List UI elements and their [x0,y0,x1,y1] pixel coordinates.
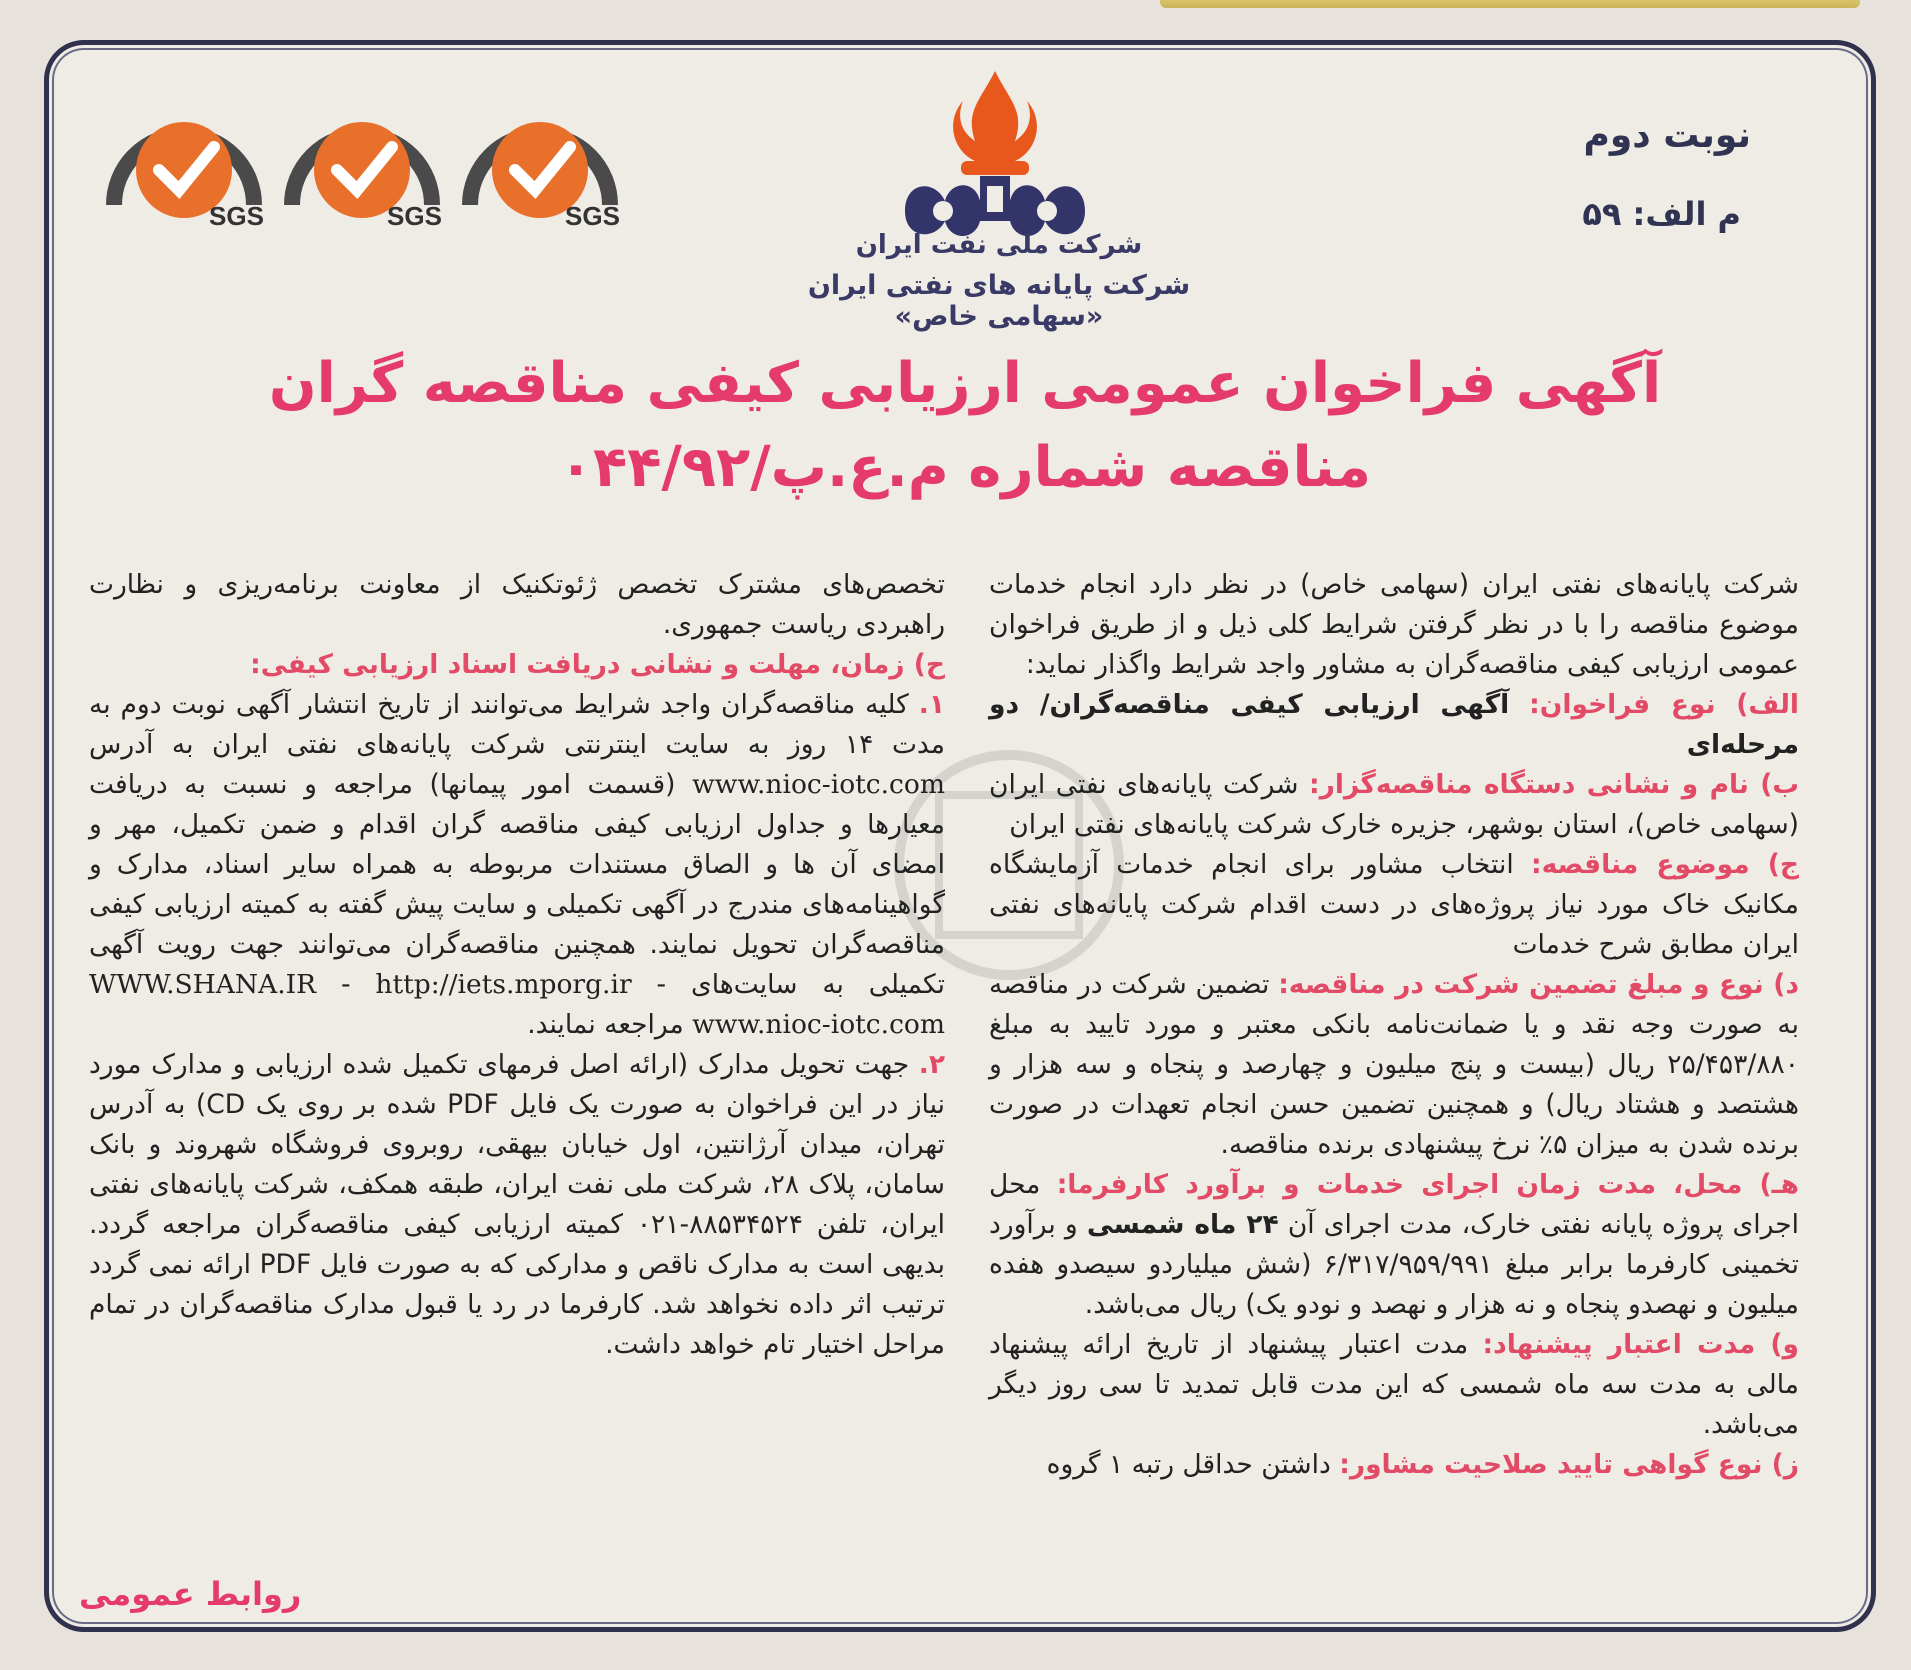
iets-mporg-link[interactable]: http://iets.mporg.ir [375,969,632,1000]
notice-title [49,345,1881,513]
right-column [989,565,1799,1485]
section-b-label: ب) نام و نشانی دستگاه مناقصه‌گزار: [1309,769,1799,800]
notice-frame [44,40,1876,1632]
sgs-text: SGS [387,201,442,231]
section-a-label: الف) نوع فراخوان: [1529,689,1799,720]
item-2-number: ۲. [918,1049,945,1080]
section-h-item-2 [89,1045,945,1365]
section-f-text: مدت اعتبار پیشنهاد از تاریخ ارائه پیشنهاد مالی به مدت سه ماه شمسی که این مدت قابل تمدید تا سی روز دیگر می‌باشد. [989,1329,1799,1440]
certificate-badges [99,75,639,235]
section-e-text-1: محل اجرای پروژه پایانه نفتی خارک، مدت اجرای آن [989,1169,1799,1240]
public-relations-signature: روابط عمومی [79,1575,302,1613]
section-d-text: تضمین شرکت در مناقصه به صورت وجه نقد و یا ضمانت‌نامه بانکی معتبر و مورد تایید به مبلغ ۲۵/۴۵۳/۸۸۰ ریال (بیست و پنج میلیون و چهارصد و پنجاه و سه هزار و هشتصد و هشتاد ریال) و همچنین تضمین حسن انجام تعهدات در صورت برنده شدن به میزان ۵٪ نرخ پیشنهادی برنده مناقصه. [989,969,1799,1160]
section-b-text: شرکت پایانه‌های نفتی ایران (سهامی خاص)، استان بوشهر، جزیره خارک شرکت پایانه‌های نفتی ایران [989,769,1799,840]
intro-paragraph: شرکت پایانه‌های نفتی ایران (سهامی خاص) در نظر دارد انجام خدمات موضوع مناقصه را با در نظر گرفتن شرایط کلی ذیل و از طریق فراخوان عمومی ارزیابی کیفی مناقصه‌گران به مشاور واجد شرایط واگذار نماید: [989,569,1799,680]
sgs-certificate-icon [99,75,269,235]
section-g-continued: تخصص‌های مشترک تخصص ژئوتکنیک از معاونت برنامه‌ریزی و نظارت راهبردی ریاست جمهوری. [89,569,945,640]
nioc-iotc-link[interactable]: www.nioc-iotc.com [692,769,945,800]
item-2-text: جهت تحویل مدارک (ارائه اصل فرمهای تکمیل شده ارزیابی و مدارک مورد نیاز در این فراخوان به صورت یک فایل PDF شده بر روی یک CD) به آدرس تهران، میدان آرژانتین، اول خیابان بیهقی، روبروی فروشگاه شهروند و بانک سامان، پلاک ۲۸، شرکت ملی نفت ایران، طبقه همکف، شرکت پایانه‌های نفتی ایران، تلفن ۸۸۵۳۴۵۲۴-۰۲۱ کمیته ارزیابی کیفی مناقصه‌گران مراجعه گردد. بدیهی است به مدارک ناقص و مدارکی که به صورت فایل PDF ارائه نمی گردد ترتیب اثر داده نخواهد شد. کارفرما در رد یا قبول مدارک مناقصه‌گران در تمام مراحل اختیار تام خواهد داشت. [89,1049,946,1360]
sgs-text: SGS [565,201,620,231]
section-g-text: داشتن حداقل رتبه ۱ گروه [1046,1449,1331,1480]
company-name-parent: شرکت ملی نفت ایران [855,230,1143,260]
section-a [989,685,1799,765]
title-line-1: آگهی فراخوان عمومی ارزیابی کیفی مناقصه گران [268,351,1662,416]
section-g [989,1445,1799,1485]
section-h-label: ح) زمان، مهلت و نشانی دریافت اسناد ارزیابی کیفی: [250,649,945,680]
link-separator: - [656,969,667,1000]
top-strip [1160,0,1860,8]
link-separator: - [340,969,351,1000]
item-1-text-a: کلیه مناقصه‌گران واجد شرایط می‌توانند از تاریخ انتشار آگهی نوبت دوم به مدت ۱۴ روز به سایت اینترنتی شرکت پایانه‌های نفتی ایران به آدرس [89,689,946,760]
section-d [989,965,1799,1165]
section-b [989,765,1799,845]
section-f-label: و) مدت اعتبار پیشنهاد: [1482,1329,1799,1360]
round-label: نوبت دوم [1583,115,1751,156]
company-block [749,230,1249,332]
sgs-text: SGS [209,201,264,231]
section-c-label: ج) موضوع مناقصه: [1530,849,1799,880]
section-d-label: د) نوع و مبلغ تضمین شرکت در مناقصه: [1278,969,1799,1000]
code-label: م الف: ۵۹ [1582,195,1741,233]
shana-link[interactable]: WWW.SHANA.IR [89,969,317,1000]
section-c-text: انتخاب مشاور برای انجام خدمات آزمایشگاه مکانیک خاک مورد نیاز پروژه‌های در دست اقدام شرکت پایانه‌های نفتی ایران مطابق شرح خدمات [989,849,1799,960]
nioc-iotc-link-2[interactable]: www.nioc-iotc.com [692,1009,945,1040]
section-e [989,1165,1799,1325]
nioc-flame-logo [865,61,1125,251]
left-column [89,565,945,1365]
item-1-text-c: مراجعه نمایند. [527,1009,684,1040]
section-e-duration: ۲۴ ماه شمسی [1086,1209,1279,1240]
company-name: شرکت پایانه های نفتی ایران «سهامی خاص» [807,270,1191,332]
sgs-certificate-icon [277,75,447,235]
section-e-text-2: و برآورد تخمینی کارفرما برابر مبلغ ۶/۳۱۷/۹۵۹/۹۹۱ (شش میلیاردو سیصدو هفده میلیون و نهصدو پنجاه و نه هزار و نهصد و نودو یک) ریال می‌باشد. [989,1209,1799,1320]
item-1-number: ۱. [918,689,945,720]
item-1-text-b: (قسمت امور پیمانها) مراجعه و نسبت به دریافت معیارها و جداول ارزیابی کیفی مناقصه گران اقدام و ضمن تکمیل، مهر و امضای آن ها و الصاق مستندات مربوطه به همراه سایر اسناد، مدارک و گواهینامه‌های مندرج در آگهی تکمیلی و سایت پیش گفته به کمیته ارزیابی کیفی مناقصه‌گران تحویل نمایند. همچنین مناقصه‌گران می‌توانند جهت رویت آگهی تکمیلی به سایت‌های [89,769,945,1000]
section-f [989,1325,1799,1445]
section-a-text: آگهی ارزیابی کیفی مناقصه‌گران/ دو مرحله‌ای [989,689,1799,760]
section-e-label: هـ) محل، مدت زمان اجرای خدمات و برآورد کارفرما: [1056,1169,1799,1200]
section-c [989,845,1799,965]
section-g-label: ز) نوع گواهی تایید صلاحیت مشاور: [1339,1449,1799,1480]
section-h-item-1 [89,685,945,1045]
title-line-2: مناقصه شماره م.ع.پ/۰۴۴/۹۲ [558,435,1372,500]
section-h-heading [89,645,945,685]
sgs-certificate-icon [455,75,625,235]
